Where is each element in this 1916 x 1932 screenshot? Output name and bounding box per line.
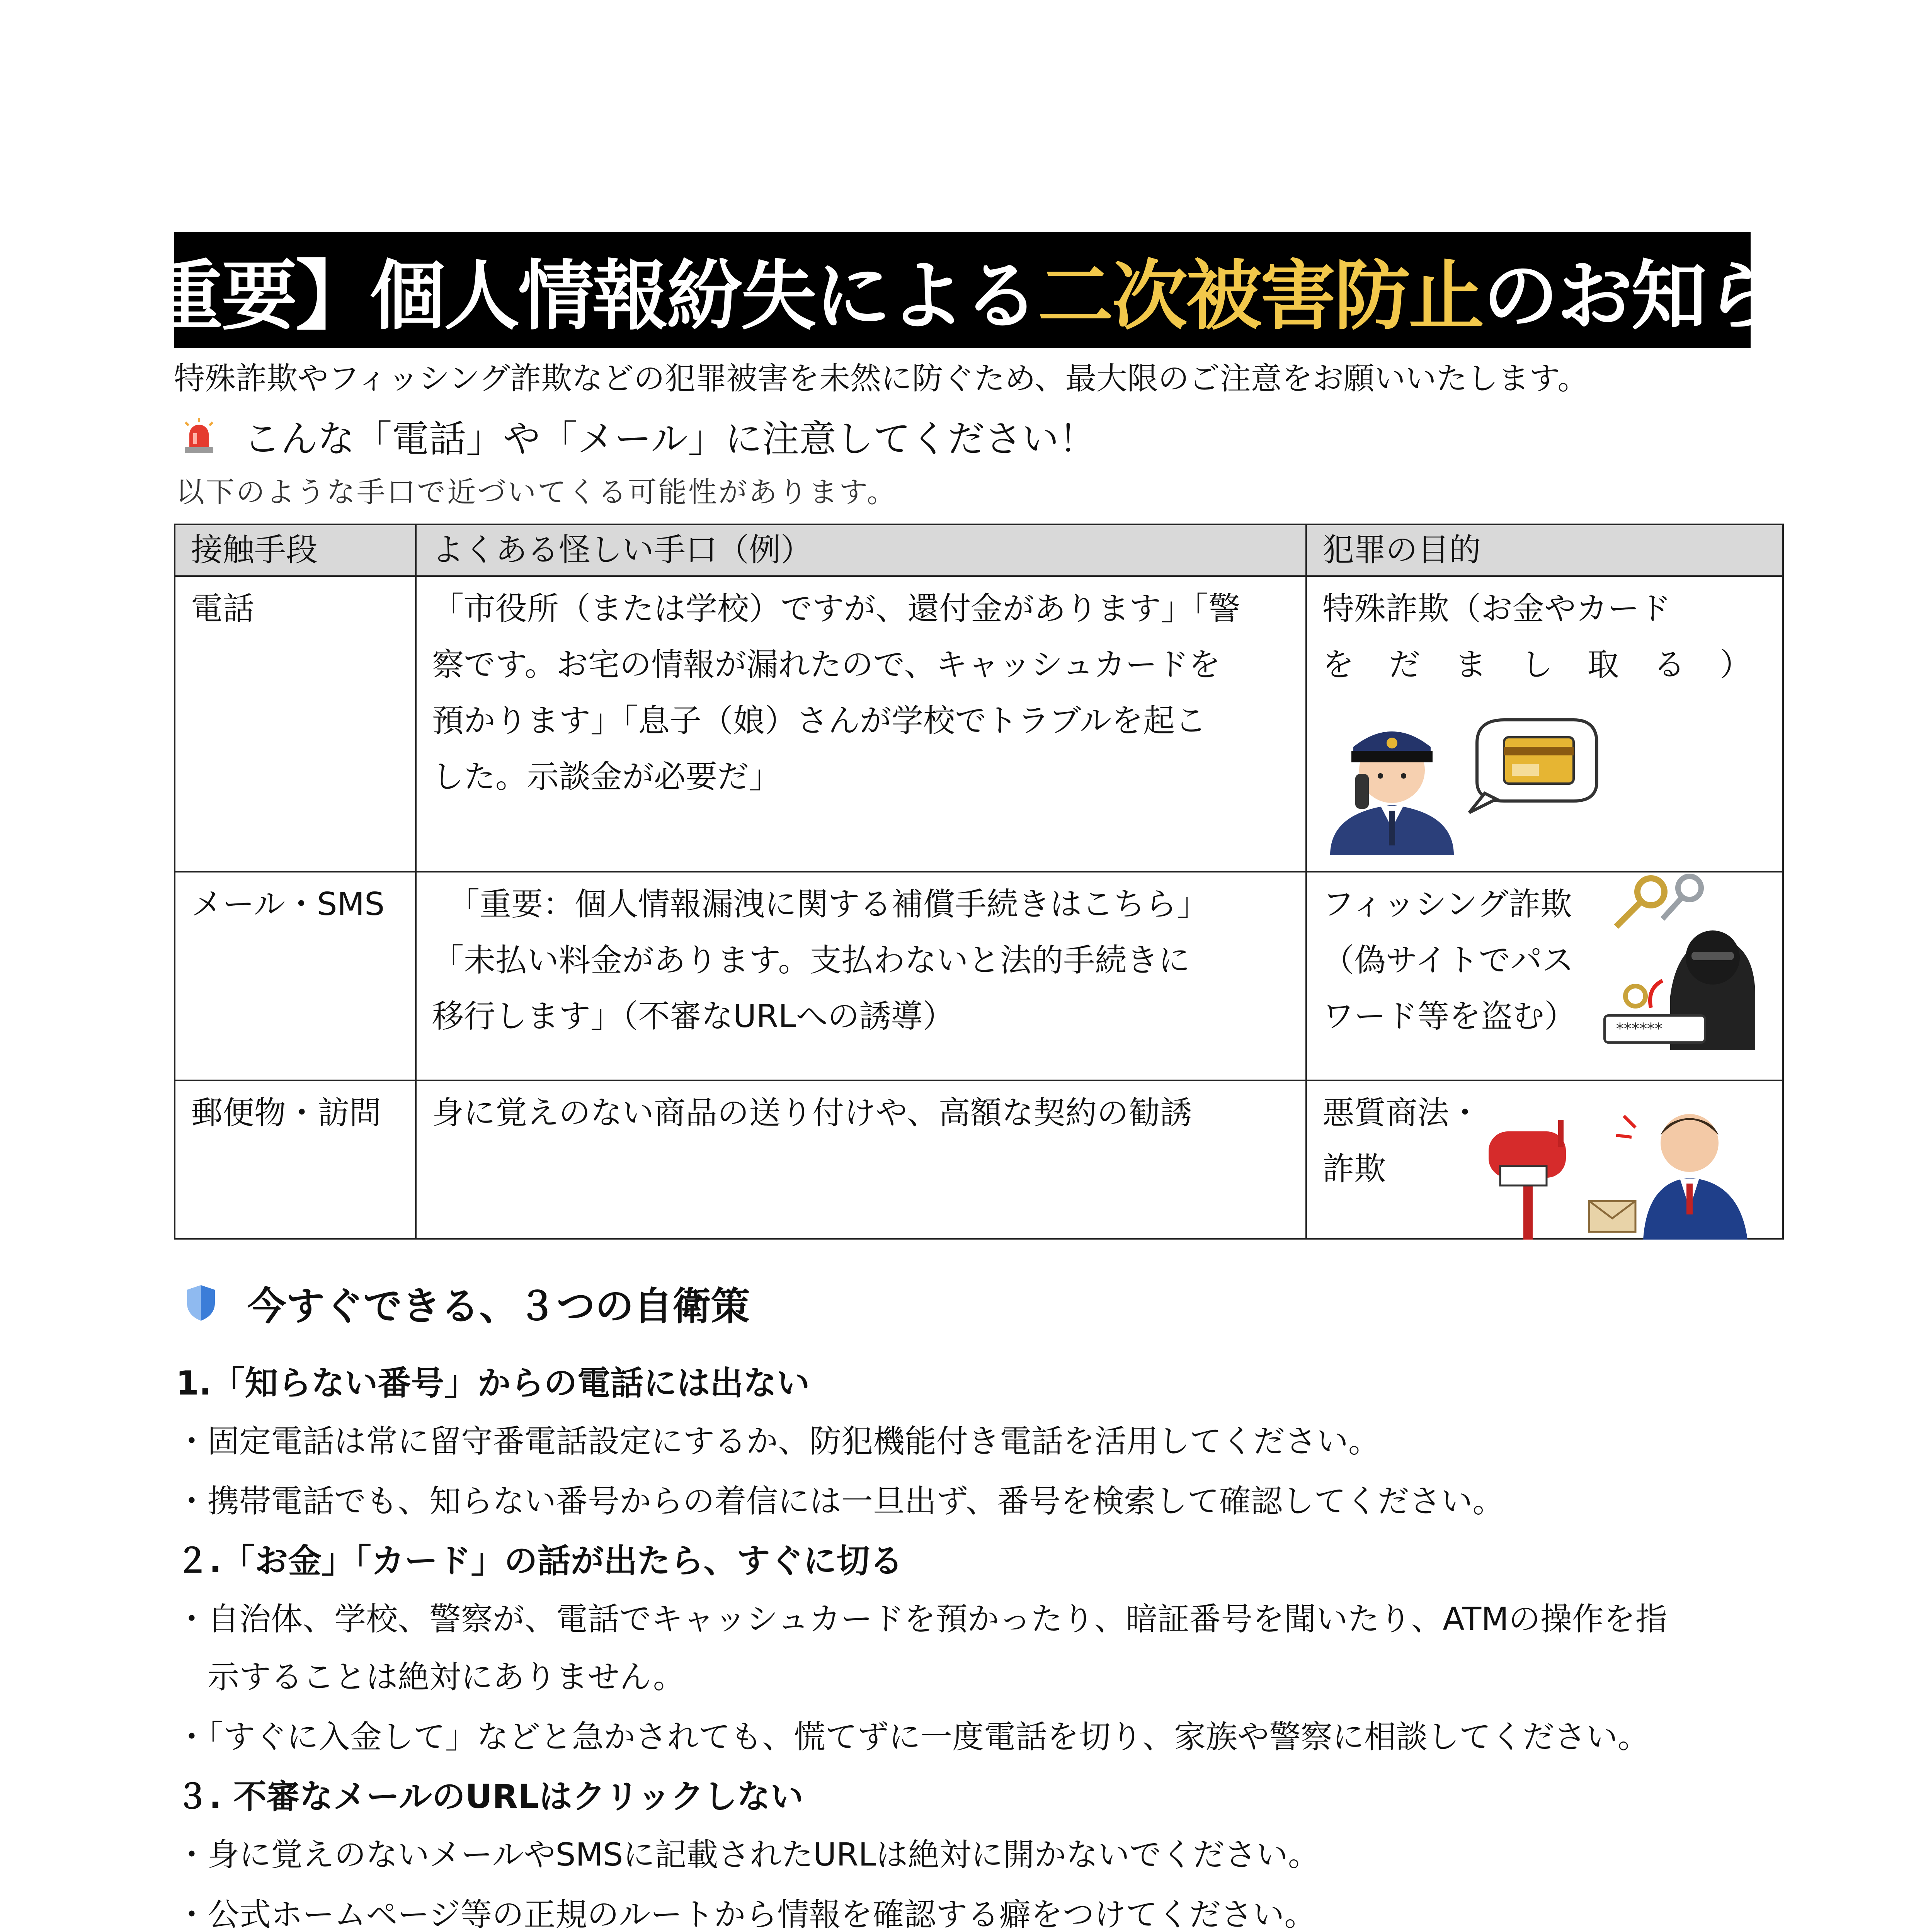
police-officer-phone-icon xyxy=(1322,701,1601,855)
examples-visit xyxy=(416,1080,1306,1239)
examples-phone xyxy=(416,576,1306,872)
title-part-1: 【重要】個人情報紛失 xyxy=(73,252,815,340)
svg-text:******: ****** xyxy=(1616,1020,1662,1038)
example-line: した。示談金が必要だ」 xyxy=(432,759,781,795)
tip-1-bullet-1: ・固定電話は常に留守番電話設定にするか、防犯機能付き電話を活用してください。 xyxy=(176,1423,1380,1460)
purpose-mail-wrap xyxy=(1322,876,1767,1044)
example-line: 察です。お宅の情報が漏れたので、キャッシュカードを xyxy=(432,646,1221,683)
header-method: 接触手段 xyxy=(175,524,416,576)
table-row-phone xyxy=(175,576,1783,872)
tip-1-title: 1.「知らない番号」からの電話には出ない xyxy=(176,1364,810,1403)
thief-keys-icon xyxy=(1593,869,1755,1050)
page-title xyxy=(73,235,1851,344)
tip-3-bullet-2: ・公式ホームページ等の正規のルートから情報を確認する癖をつけてください。 xyxy=(176,1896,1316,1932)
tip-3-bullet-1: ・身に覚えのないメールやSMSに記載されたURLは絶対に開かないでください。 xyxy=(176,1837,1320,1873)
title-part-3: 二次被害防止 xyxy=(1037,252,1483,340)
purpose-mail xyxy=(1306,872,1783,1080)
method-visit: 郵便物・訪問 xyxy=(175,1080,416,1239)
lead-text: 特殊詐欺やフィッシング詐欺などの犯罪被害を未然に防ぐため、最大限のご注意をお願いいたします。 xyxy=(174,361,1589,396)
tip-2-bullet-1: ・自治体、学校、警察が、電話でキャッシュカードを預かったり、暗証番号を聞いたり、ATMの操作を指 xyxy=(176,1601,1667,1638)
shield-icon xyxy=(185,1284,216,1322)
examples-mail xyxy=(416,872,1306,1080)
purpose-phone xyxy=(1306,576,1783,872)
purpose-line: フィッシング詐欺 xyxy=(1322,886,1572,923)
table-row-mail xyxy=(175,872,1783,1080)
tip-1-bullet-2: ・携帯電話でも、知らない番号からの着信には一旦出ず、番号を検索して確認してください。 xyxy=(176,1483,1504,1520)
header-purpose: 犯罪の目的 xyxy=(1306,524,1783,576)
self-defense-heading xyxy=(185,1275,750,1331)
tip-3-title: ３. 不審なメールのURLはクリックしない xyxy=(176,1777,804,1816)
mailbox-salesman-icon xyxy=(1462,1093,1748,1240)
caution-subtext: 以下のような手口で近づいてくる可能性があります。 xyxy=(176,476,897,509)
header-examples: よくある怪しい手口（例） xyxy=(416,524,1306,576)
table-header-row xyxy=(175,524,1783,576)
purpose-line: をだまし取る） xyxy=(1322,646,1767,683)
title-banner xyxy=(73,232,1852,348)
self-defense-heading-text: 今すぐできる、３つの自衛策 xyxy=(247,1284,750,1329)
example-line: 「重要：個人情報漏洩に関する補償手続きはこちら」 xyxy=(432,886,1209,923)
purpose-line: 詐欺 xyxy=(1322,1151,1386,1187)
method-phone: 電話 xyxy=(175,576,416,872)
siren-icon xyxy=(182,417,216,456)
caution-heading xyxy=(182,410,1096,463)
purpose-visit xyxy=(1306,1080,1783,1239)
example-line: 移行します」（不審なURLへの誘導） xyxy=(432,998,955,1035)
method-mail: メール・SMS xyxy=(175,872,416,1080)
tip-2-bullet-2: ・「すぐに入金して」などと急かされても、慌てずに一度電話を切り、家族や警察に相談してください。 xyxy=(176,1719,1650,1755)
tip-2-bullet-1-cont: 示することは絶対にありません。 xyxy=(176,1659,685,1696)
example-line: 身に覚えのない商品の送り付けや、高額な契約の勧誘 xyxy=(432,1095,1192,1131)
purpose-line: 特殊詐欺（お金やカード xyxy=(1322,590,1671,627)
purpose-line: （偽サイトでパス xyxy=(1322,942,1574,979)
title-part-2: による xyxy=(815,252,1038,340)
example-line: 預かります」「息子（娘）さんが学校でトラブルを起こ xyxy=(432,702,1207,739)
caution-heading-text: こんな「電話」や「メール」に注意してください！ xyxy=(243,417,1096,461)
table-row-mail-visit xyxy=(175,1080,1783,1239)
example-line: 「未払い料金があります。支払わないと法的手続きに xyxy=(432,942,1190,979)
example-line: 「市役所（または学校）ですが、還付金があります」「警 xyxy=(432,590,1240,627)
title-part-4: のお知らせ xyxy=(1482,252,1852,340)
purpose-visit-wrap xyxy=(1322,1085,1767,1197)
purpose-line: ワード等を盗む） xyxy=(1322,998,1576,1035)
purpose-line: 悪質商法・ xyxy=(1322,1095,1481,1131)
tip-2-title: ２.「お金」「カード」の話が出たら、すぐに切る xyxy=(176,1542,903,1580)
tactics-table xyxy=(174,524,1784,1240)
